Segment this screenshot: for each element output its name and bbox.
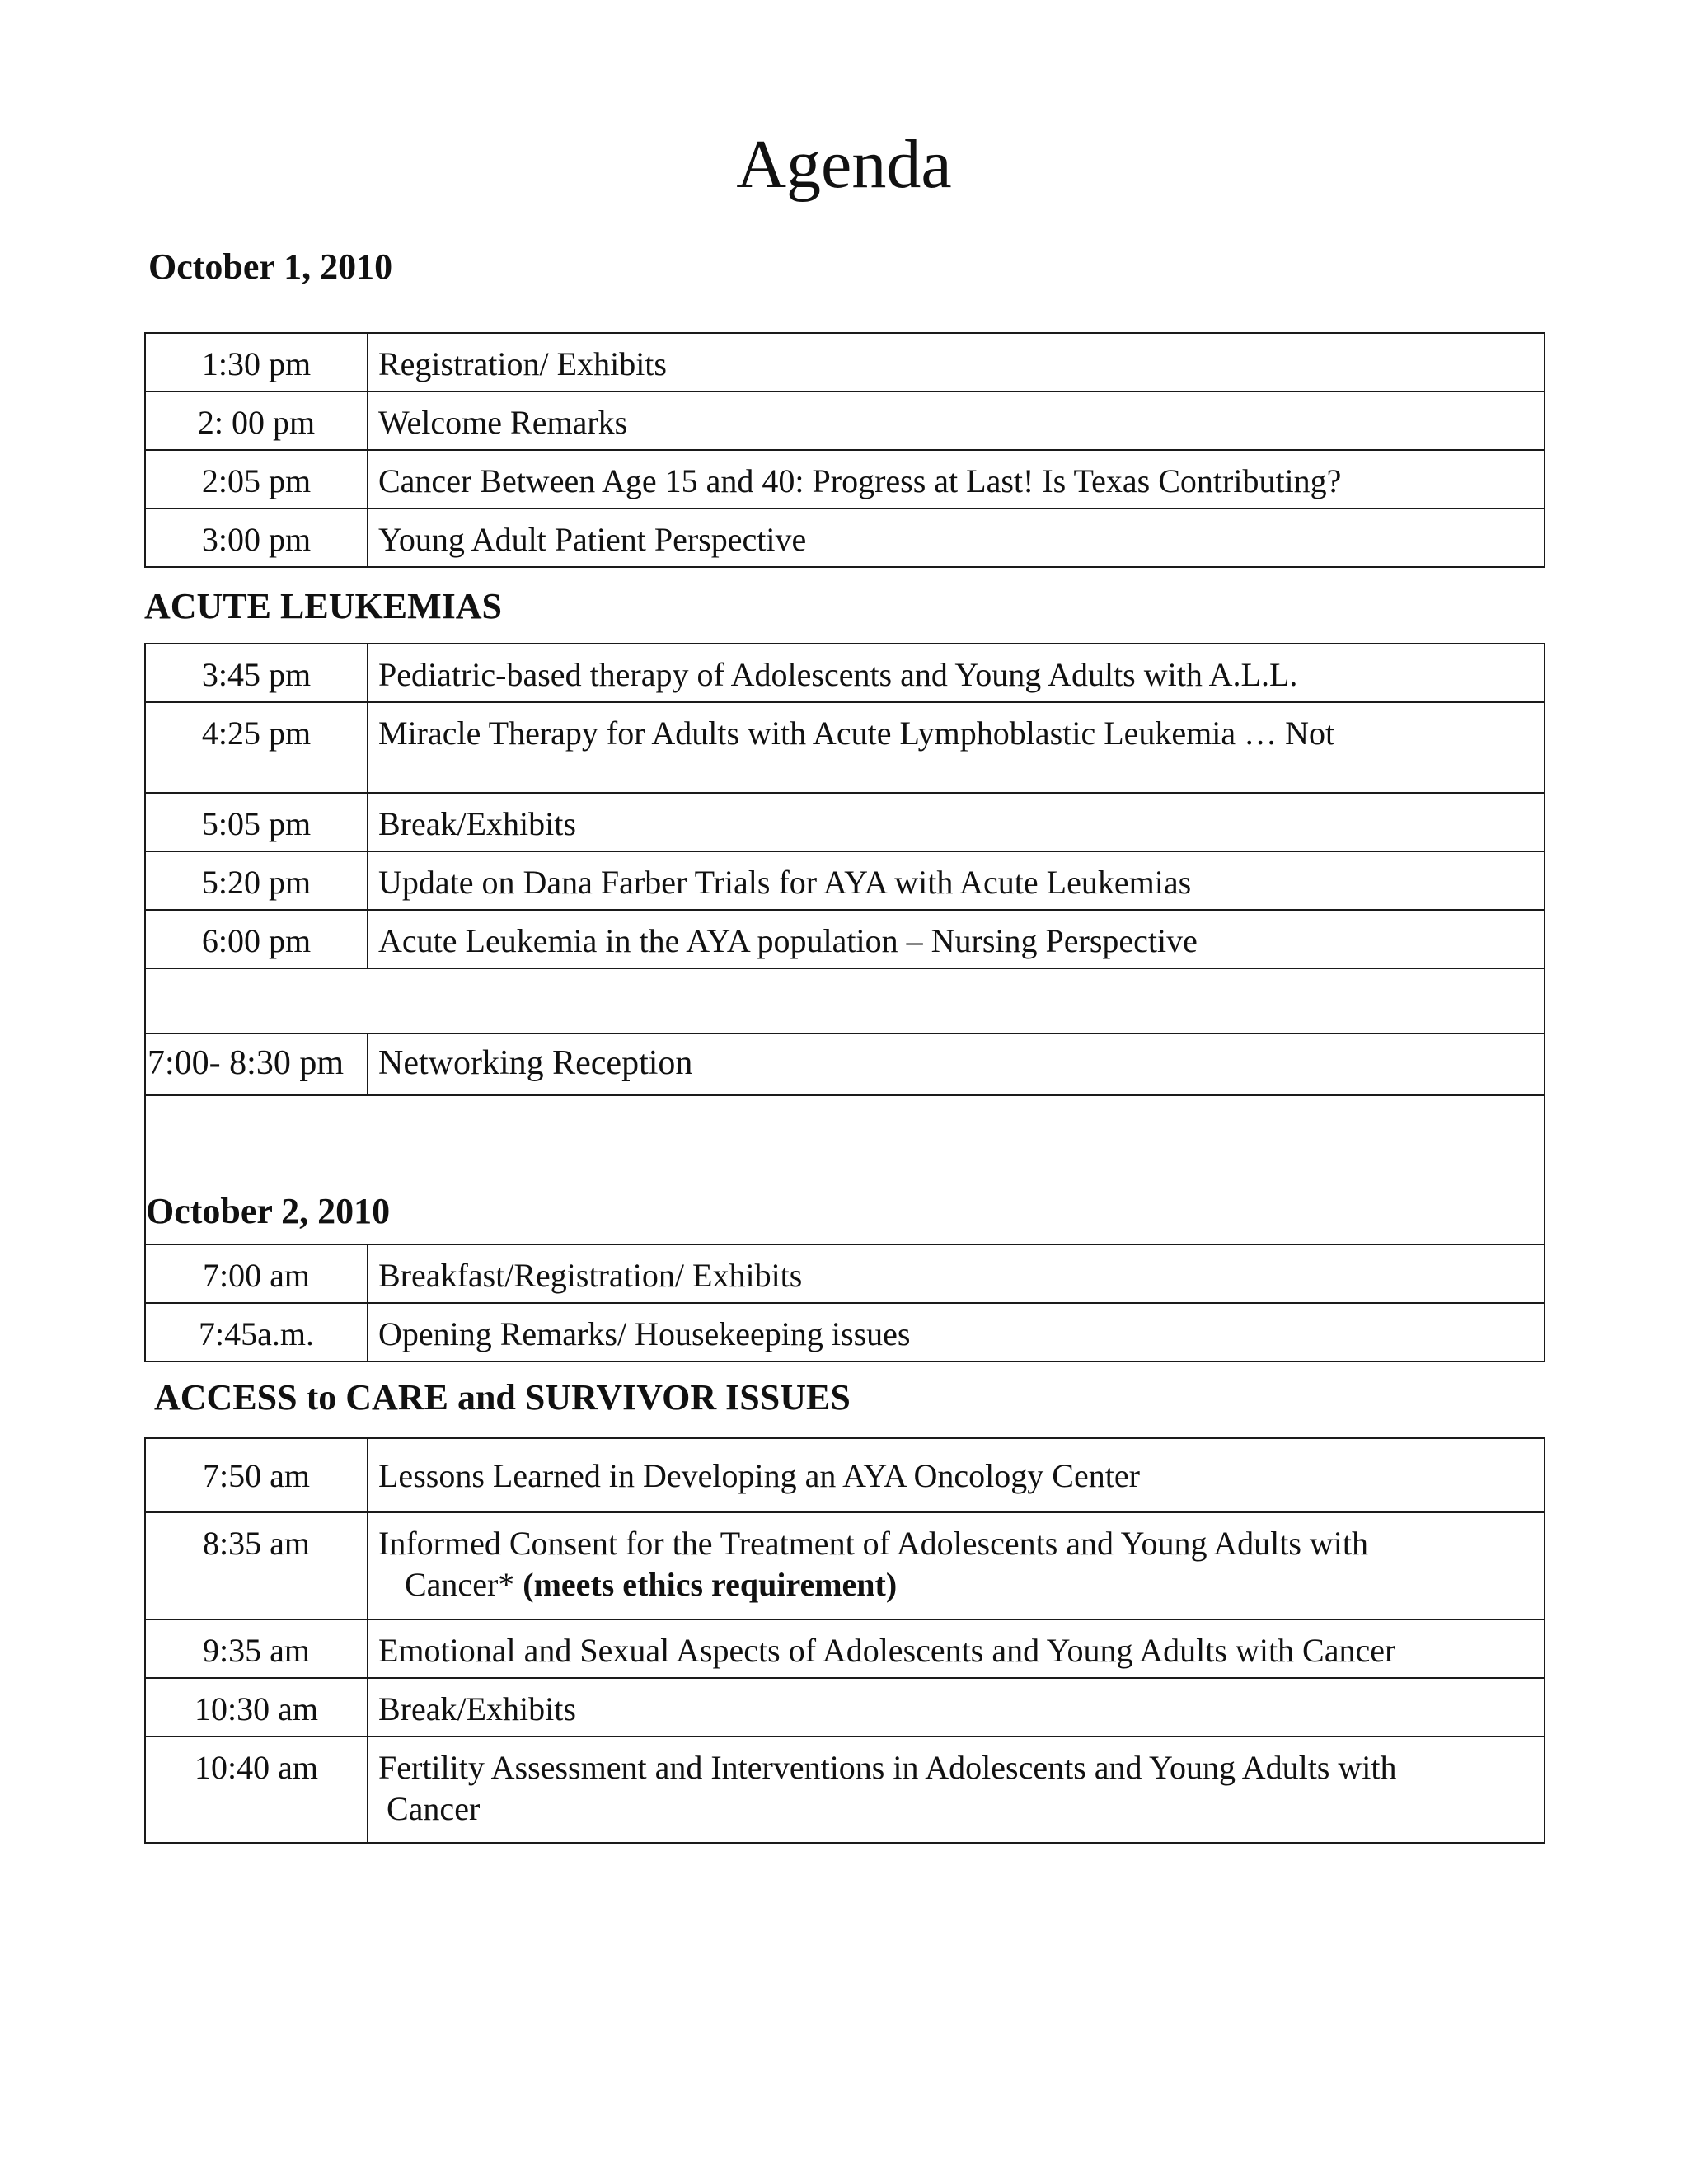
table-row [145, 391, 1545, 450]
table-row [145, 1619, 1545, 1678]
section-heading-acute-leukemias: ACUTE LEUKEMIAS [144, 586, 502, 626]
day1-opening-table [144, 332, 1545, 568]
time-cell: 7:45a.m. [145, 1303, 368, 1361]
session-cell [368, 1736, 1545, 1843]
day2-date: October 2, 2010 [146, 1191, 391, 1231]
time-cell: 7:00- 8:30 pm [145, 1033, 368, 1095]
time-cell: 5:20 pm [145, 851, 368, 910]
table-row [145, 644, 1545, 702]
table-row [145, 1438, 1545, 1512]
table-row [145, 1512, 1545, 1619]
day2-header-row [145, 1095, 1545, 1244]
table-row [145, 1736, 1545, 1843]
session-line-2 [378, 1564, 1544, 1605]
time-cell: 3:45 pm [145, 644, 368, 702]
time-cell: 7:50 am [145, 1438, 368, 1512]
access-care-table [144, 1437, 1545, 1844]
session-cell: Welcome Remarks [368, 391, 1545, 450]
time-cell: 10:40 am [145, 1736, 368, 1843]
session-cell: Young Adult Patient Perspective [368, 509, 1545, 567]
time-cell: 8:35 am [145, 1512, 368, 1619]
time-cell: 2: 00 pm [145, 391, 368, 450]
table-row [145, 910, 1545, 968]
acute-leukemias-table [144, 643, 1545, 1362]
ethics-note: (meets ethics requirement) [523, 1566, 898, 1603]
spacer-row [145, 968, 1545, 1033]
session-line: Informed Consent for the Treatment of Adolescents and Young Adults with [378, 1525, 1369, 1562]
table-row [145, 450, 1545, 509]
session-cell: Miracle Therapy for Adults with Acute Lymphoblastic Leukemia … Not [368, 702, 1545, 793]
time-cell: 1:30 pm [145, 333, 368, 391]
table-row [145, 851, 1545, 910]
section-heading-access-to-care: ACCESS to CARE and SURVIVOR ISSUES [154, 1377, 851, 1418]
session-cell: Breakfast/Registration/ Exhibits [368, 1244, 1545, 1303]
day1-date: October 1, 2010 [148, 246, 393, 287]
table-row [145, 509, 1545, 567]
session-line-text: Cancer* [405, 1566, 515, 1603]
time-cell: 5:05 pm [145, 793, 368, 851]
page-title: Agenda [736, 126, 952, 203]
session-cell: Break/Exhibits [368, 1678, 1545, 1736]
session-cell: Emotional and Sexual Aspects of Adolescents and Young Adults with Cancer [368, 1619, 1545, 1678]
table-row [145, 1244, 1545, 1303]
table-row [145, 333, 1545, 391]
session-cell: Cancer Between Age 15 and 40: Progress at Last! Is Texas Contributing? [368, 450, 1545, 509]
time-cell: 3:00 pm [145, 509, 368, 567]
session-line: Fertility Assessment and Interventions in Adolescents and Young Adults with [378, 1749, 1397, 1786]
table-row [145, 702, 1545, 793]
empty-cell [145, 968, 1545, 1033]
table-row [145, 1303, 1545, 1361]
table-row [145, 793, 1545, 851]
session-cell: Lessons Learned in Developing an AYA Oncology Center [368, 1438, 1545, 1512]
time-cell: 2:05 pm [145, 450, 368, 509]
time-cell: 7:00 am [145, 1244, 368, 1303]
day2-header-cell [145, 1095, 1545, 1244]
session-cell: Acute Leukemia in the AYA population – Nursing Perspective [368, 910, 1545, 968]
table-row [145, 1678, 1545, 1736]
time-cell: 10:30 am [145, 1678, 368, 1736]
session-cell [368, 1512, 1545, 1619]
table-row [145, 1033, 1545, 1095]
session-cell: Break/Exhibits [368, 793, 1545, 851]
session-line-2: Cancer [387, 1790, 481, 1827]
session-cell: Pediatric-based therapy of Adolescents and Young Adults with A.L.L. [368, 644, 1545, 702]
session-cell: Registration/ Exhibits [368, 333, 1545, 391]
time-cell: 6:00 pm [145, 910, 368, 968]
time-cell: 4:25 pm [145, 702, 368, 793]
session-cell: Opening Remarks/ Housekeeping issues [368, 1303, 1545, 1361]
time-cell: 9:35 am [145, 1619, 368, 1678]
session-cell: Networking Reception [368, 1033, 1545, 1095]
session-cell: Update on Dana Farber Trials for AYA with Acute Leukemias [368, 851, 1545, 910]
